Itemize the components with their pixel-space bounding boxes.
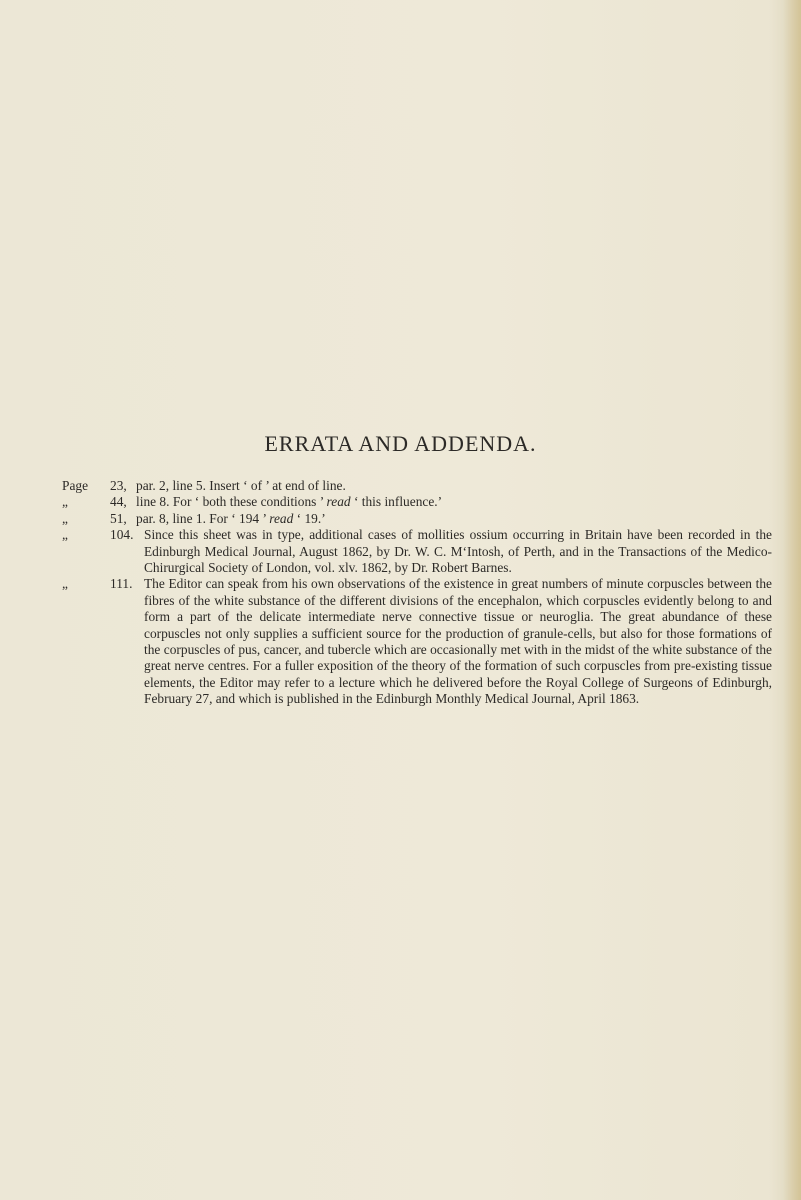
- entry-prefix: „: [62, 494, 68, 510]
- errata-list: [62, 478, 772, 708]
- errata-entry: [62, 527, 772, 576]
- entry-text: The Editor can speak from his own observations of the existence in great numbers of minute corpuscles between the fibres of the white substance of the different divisions of the encephalon, which corpuscles evidently belong to and form a part of the delicate intermediate nerve connective tissue or neuroglia. The great abundance of these corpuscles not only supplies a sufficient source for the production of granule-cells, but also for those formations of the corpuscles of pus, cancer, and tubercle which are occasionally met with in the midst of the white substance of the great nerve centres. For a fuller exposition of the theory of the formation of such corpuscles from pre-existing tissue elements, the Editor may refer to a lecture which he delivered before the Royal College of Surgeons of Edinburgh, February 27, and which is published in the Edinburgh Monthly Medical Journal, April 1863.: [144, 576, 772, 707]
- entry-text-italic: read: [269, 510, 294, 526]
- entry-page-number: 44,: [110, 494, 127, 510]
- entry-text: Since this sheet was in type, additional cases of mollities ossium occurring in Britain have been recorded in the Edinburgh Medical Journal, August 1862, by Dr. W. C. M‘Intosh, of Perth, and in the Transactions of the Medico-Chirurgical Society of London, vol. xlv. 1862, by Dr. Robert Barnes.: [144, 527, 772, 576]
- entry-text-part: line 8. For ‘ both these conditions ’: [136, 494, 327, 510]
- entry-text-part: par. 8, line 1. For ‘ 194 ’: [136, 510, 270, 526]
- entry-page-number: 111.: [110, 576, 133, 592]
- entry-text-italic: read: [326, 494, 351, 510]
- page-edge-shadow: [783, 0, 801, 1200]
- errata-entry: [62, 576, 772, 707]
- errata-entry: [62, 511, 772, 527]
- errata-entry: [62, 494, 772, 510]
- entry-prefix: „: [62, 527, 68, 543]
- entry-prefix: Page: [62, 478, 89, 493]
- entry-page-number: 104.: [110, 527, 134, 543]
- page-title: ERRATA AND ADDENDA.: [264, 431, 537, 456]
- entry-text-part: ‘ this influence.’: [350, 494, 443, 510]
- entry-text: [136, 511, 772, 527]
- entry-text: [136, 494, 772, 510]
- errata-entry: [62, 478, 772, 494]
- entry-prefix: „: [62, 510, 68, 526]
- entry-page-number: 23,: [110, 478, 127, 493]
- entry-page-number: 51,: [110, 510, 127, 526]
- entry-text: par. 2, line 5. Insert ‘ of ’ at end of line.: [136, 478, 346, 493]
- entry-text-part: ‘ 19.’: [293, 510, 326, 526]
- entry-prefix: „: [62, 576, 68, 592]
